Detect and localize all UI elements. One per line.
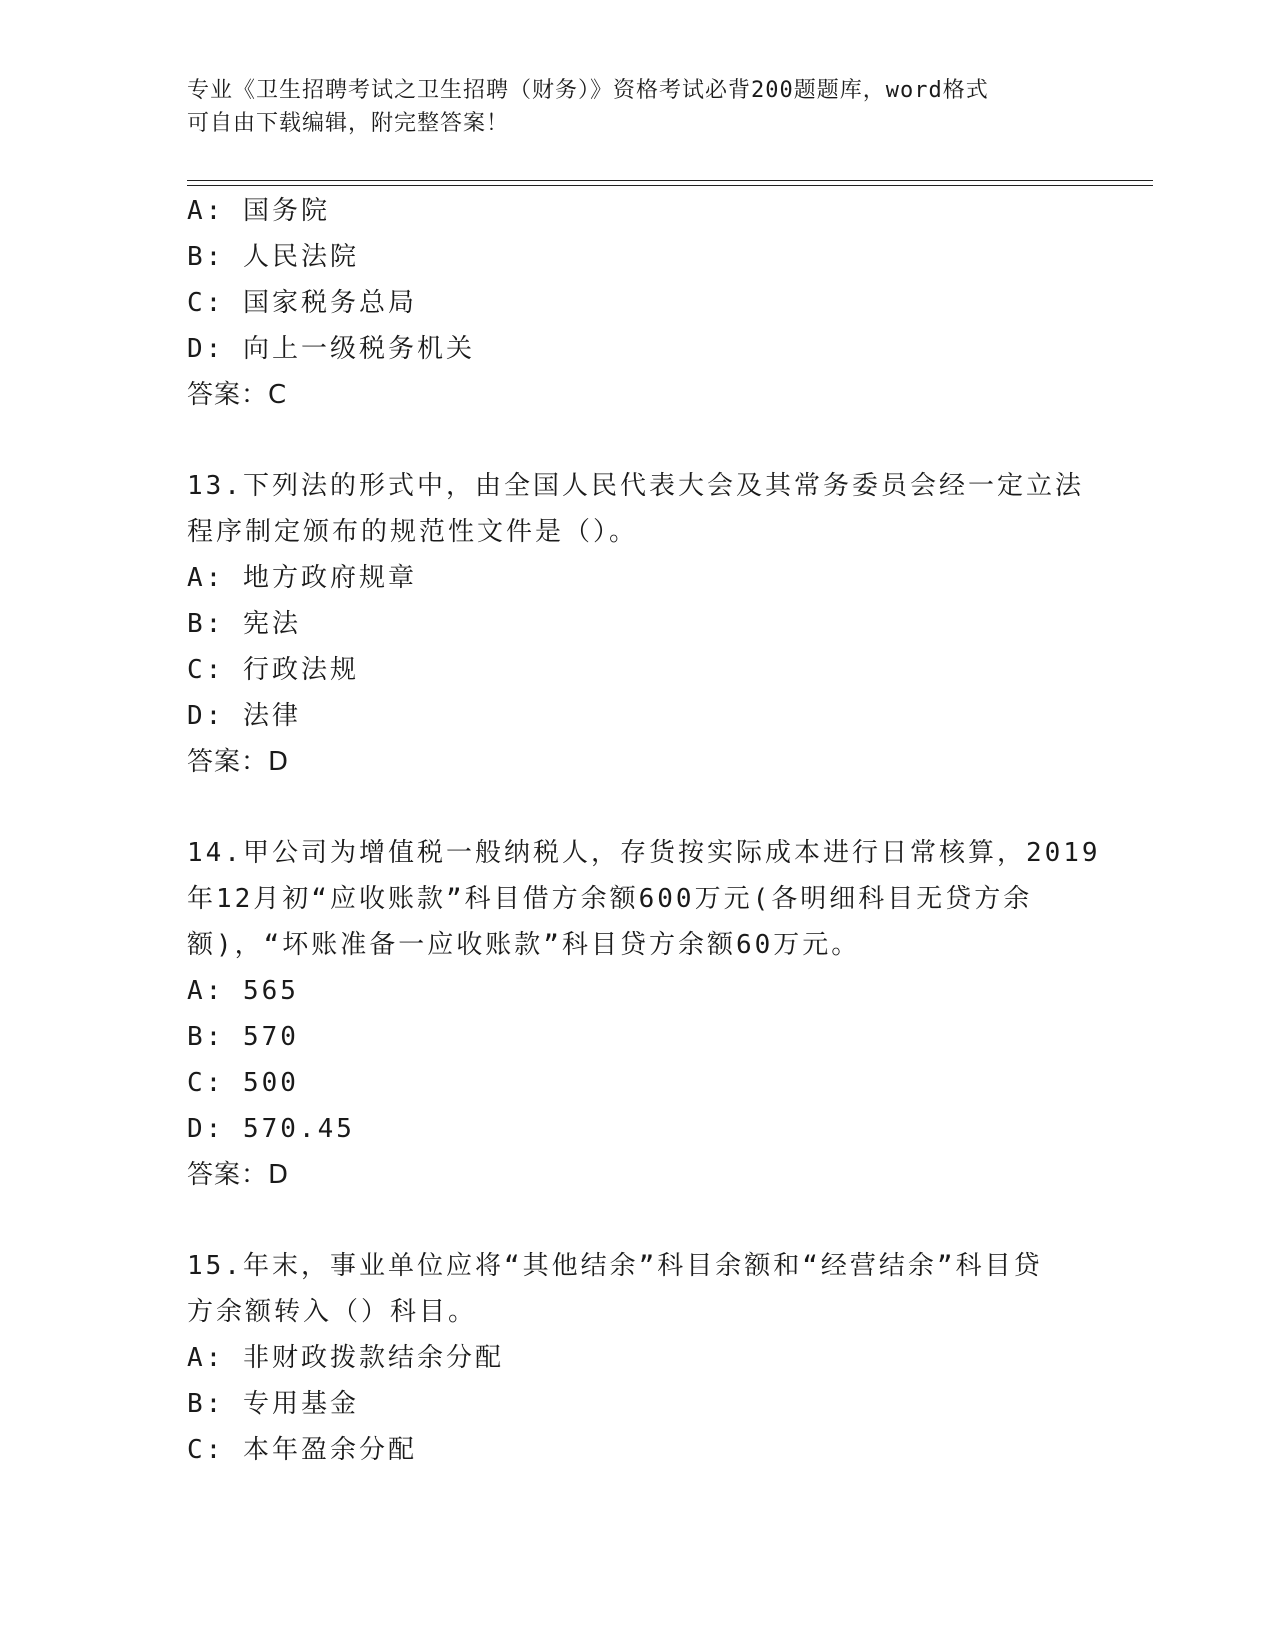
option-a: A: 国务院 [187,196,330,226]
option-c: C: 行政法规 [187,655,359,685]
header-divider-bottom [187,185,1153,186]
header-divider-top [187,180,1153,181]
header-line-2: 可自由下载编辑，附完整答案！ [187,111,510,136]
question-stem-line: 13.下列法的形式中，由全国人民代表大会及其常务委员会经一定立法 [187,471,1084,501]
question-stem-line: 14.甲公司为增值税一般纳税人，存货按实际成本进行日常核算，2019 [187,838,1101,868]
spacer [187,785,1087,830]
question-stem-line: 方余额转入（）科目。 [187,1297,478,1327]
option-a: A: 非财政拨款结余分配 [187,1343,504,1373]
option-a: A: 地方政府规章 [187,563,417,593]
option-c: C: 国家税务总局 [187,288,417,318]
question-14 [187,830,1101,1198]
option-d: D: 法律 [187,701,301,731]
option-d: D: 向上一级税务机关 [187,334,475,364]
spacer [187,418,1087,463]
question-stem-line: 15.年末，事业单位应将“其他结余”科目余额和“经营结余”科目贷 [187,1251,1043,1281]
question-stem-line: 额)，“坏账准备一应收账款”科目贷方余额60万元。 [187,930,861,960]
answer-line: 答案：D [187,1160,290,1190]
question-15 [187,1243,1087,1473]
option-d: D: 570.45 [187,1114,355,1144]
option-b: B: 人民法院 [187,242,359,272]
answer-line: 答案：D [187,747,290,777]
option-b: B: 宪法 [187,609,301,639]
option-b: B: 570 [187,1022,299,1052]
option-a: A: 565 [187,976,299,1006]
question-12 [187,188,1087,418]
question-13 [187,463,1087,785]
answer-line: 答案：C [187,380,288,410]
option-c: C: 本年盈余分配 [187,1435,417,1465]
option-c: C: 500 [187,1068,299,1098]
question-list [187,188,1101,1473]
option-b: B: 专用基金 [187,1389,359,1419]
header-line-1: 专业《卫生招聘考试之卫生招聘（财务）》资格考试必背200题题库，word格式 [187,78,989,103]
question-stem-line: 程序制定颁布的规范性文件是（）。 [187,517,639,547]
spacer [187,1198,1087,1243]
question-stem-line: 年12月初“应收账款”科目借方余额600万元(各明细科目无贷方余 [187,884,1033,914]
document-header [187,74,1087,140]
